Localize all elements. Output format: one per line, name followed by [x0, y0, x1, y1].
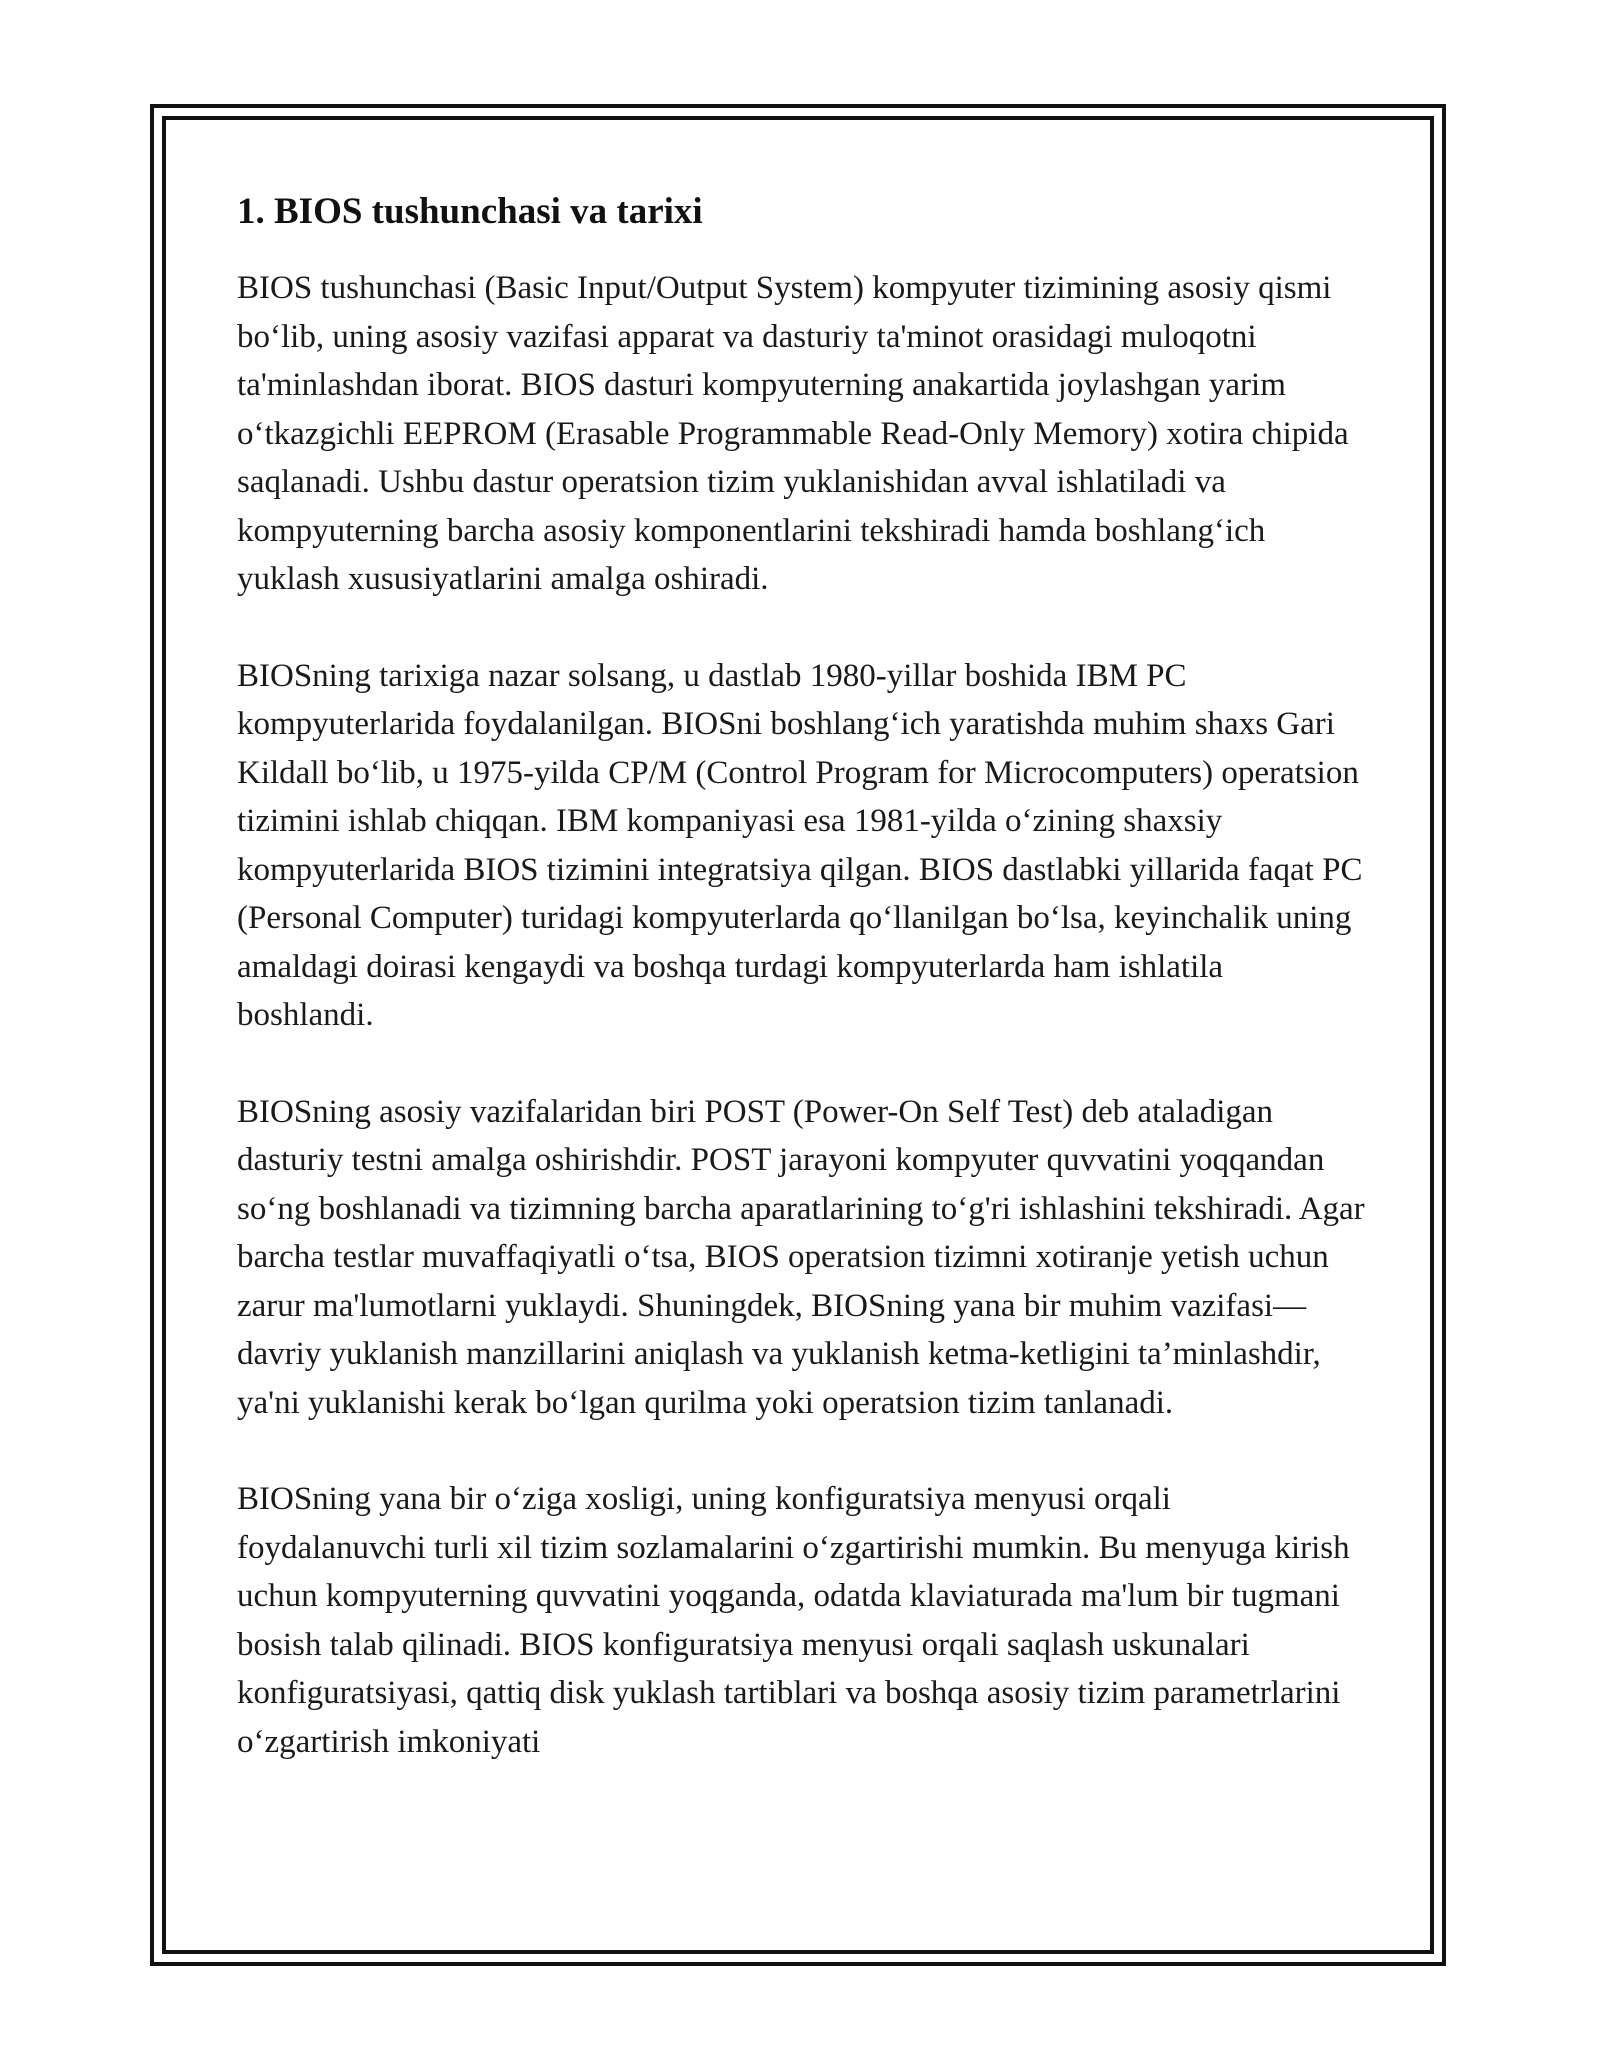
paragraph-bios-definition: BIOS tushunchasi (Basic Input/Output System) kompyuter tizimining asosiy qismi bo‘lib, uning asosiy vazifasi apparat va dasturiy ta'minot orasidagi muloqotni ta'minlashdan iborat. BIOS dasturi kompyuterning anakartida joylashgan yarim o‘tkazgichli EEPROM (Erasable Programmable Read-Only Memory) xotira chipida saqlanadi. Ushbu dastur operatsion tizim yuklanishidan avval ishlatiladi va kompyuterning barcha asosiy komponentlarini tekshiradi hamda boshlang‘ich yuklash xususiyatlarini amalga oshiradi. — [237, 270, 1349, 597]
paragraph-bios-post: BIOSning asosiy vazifalaridan biri POST (Power-On Self Test) deb ataladigan dasturiy testni amalga oshirishdir. POST jarayoni kompyuter quvvatini yoqqandan so‘ng boshlanadi va tizimning barcha aparatlarining to‘g'ri ishlashini tekshiradi. Agar barcha testlar muvaffaqiyatli o‘tsa, BIOS operatsion tizimni xotiranje yetish uchun zarur ma'lumotlarni yuklaydi. Shuningdek, BIOSning yana bir muhim vazifasi—davriy yuklanish manzillarini aniqlash va yuklanish ketma-ketligini ta’minlashdir, ya'ni yuklanishi kerak bo‘lgan qurilma yoki operatsion tizim tanlanadi. — [237, 1093, 1365, 1421]
paragraph-bios-history: BIOSning tarixiga nazar solsang, u dastlab 1980-yillar boshida IBM PC kompyuterlarida foydalanilgan. BIOSni boshlang‘ich yaratishda muhim shaxs Gari Kildall bo‘lib, u 1975-yilda CP/M (Control Program for Microcomputers) operatsion tizimini ishlab chiqqan. IBM kompaniyasi esa 1981-yilda o‘zining shaxsiy kompyuterlarida BIOS tizimini integratsiya qilgan. BIOS dastlabki yillarida faqat PC (Personal Computer) turidagi kompyuterlarda qo‘llanilgan bo‘lsa, keyinchalik uning amaldagi doirasi kengaydi va boshqa turdagi kompyuterlarda ham ishlatila boshlandi. — [237, 657, 1363, 1033]
paragraph-bios-configuration: BIOSning yana bir o‘ziga xosligi, uning konfiguratsiya menyusi orqali foydalanuvchi turli xil tizim sozlamalarini o‘zgartirishi mumkin. Bu menyuga kirish uchun kompyuterning quvvatini yoqganda, odatda klaviaturada ma'lum bir tugmani bosish talab qilinadi. BIOS konfiguratsiya menyusi orqali saqlash uskunalari konfiguratsiyasi, qattiq disk yuklash tartiblari va boshqa asosiy tizim parametrlarini o‘zgartirish imkoniyati — [237, 1481, 1350, 1760]
section-heading: 1. BIOS tushunchasi va tarixi — [237, 191, 703, 232]
document-body — [237, 188, 1367, 1766]
